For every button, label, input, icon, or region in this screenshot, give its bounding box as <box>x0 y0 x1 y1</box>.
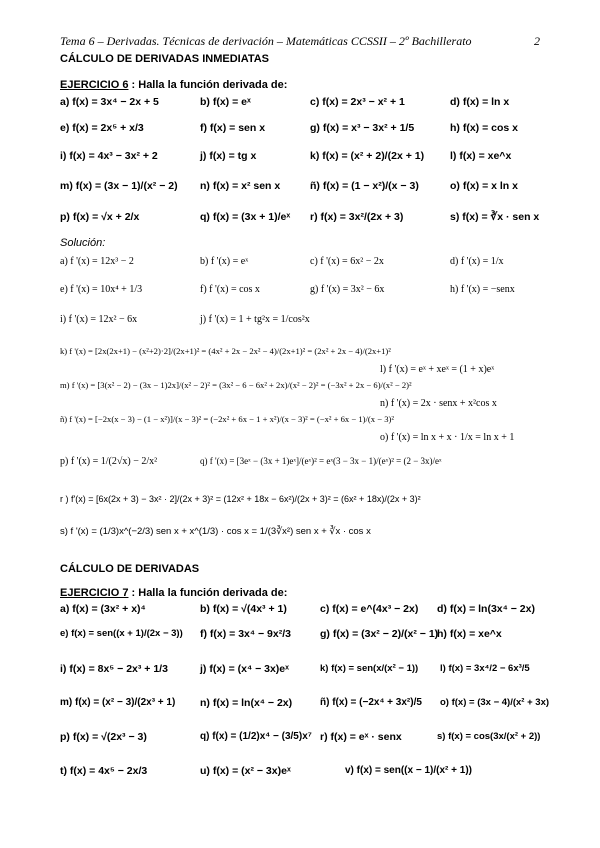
ex6-item: k) f(x) = (x² + 2)/(2x + 1) <box>310 150 425 162</box>
ex6-solution: b) f '(x) = eˣ <box>200 256 249 267</box>
ex6-item: b) f(x) = eˣ <box>200 96 251 108</box>
ex6-solution: n) f '(x) = 2x · senx + x²cos x <box>380 398 497 409</box>
ex7-item: b) f(x) = √(4x³ + 1) <box>200 603 287 615</box>
ex6-item: q) f(x) = (3x + 1)/eˣ <box>200 211 291 223</box>
ex7-item: i) f(x) = 8x⁵ − 2x³ + 1/3 <box>60 663 168 675</box>
exercise-6-title <box>60 79 287 91</box>
ex6-solution: s) f '(x) = (1/3)x^(−2/3) sen x + x^(1/3) · cos x = 1/(3∛x²) sen x + ∛x · cos x <box>60 526 371 537</box>
exercise-7-label: EJERCICIO 7 <box>60 587 129 599</box>
ex6-item: j) f(x) = tg x <box>200 150 257 162</box>
ex7-item: u) f(x) = (x² − 3x)eˣ <box>200 765 291 777</box>
exercise-7-instruction: : Halla la función derivada de: <box>128 587 288 599</box>
ex7-item: q) f(x) = (1/2)x⁴ − (3/5)x⁷ <box>200 731 312 742</box>
ex6-item: h) f(x) = cos x <box>450 122 518 134</box>
ex7-item: v) f(x) = sen((x − 1)/(x² + 1)) <box>345 765 472 776</box>
ex7-item: j) f(x) = (x⁴ − 3x)eˣ <box>200 663 289 675</box>
ex6-solution: j) f '(x) = 1 + tg²x = 1/cos²x <box>200 314 310 325</box>
ex7-item: c) f(x) = e^(4x³ − 2x) <box>320 603 419 615</box>
page-number: 2 <box>534 34 540 48</box>
ex6-item: e) f(x) = 2x⁵ + x/3 <box>60 122 144 134</box>
running-title: Tema 6 – Derivadas. Técnicas de derivación – Matemáticas CCSSII – 2º Bachillerato <box>60 34 472 48</box>
ex7-item: t) f(x) = 4x⁵ − 2x/3 <box>60 765 148 777</box>
ex6-solution: o) f '(x) = ln x + x · 1/x = ln x + 1 <box>380 432 515 443</box>
ex7-item: p) f(x) = √(2x³ − 3) <box>60 731 147 743</box>
exercise-6-label: EJERCICIO 6 <box>60 79 129 91</box>
ex7-item: n) f(x) = ln(x⁴ − 2x) <box>200 697 293 709</box>
ex6-item: r) f(x) = 3x²/(2x + 3) <box>310 211 404 223</box>
ex7-item: h) f(x) = xe^x <box>437 628 502 640</box>
ex6-solution: f) f '(x) = cos x <box>200 284 260 295</box>
ex6-solution: h) f '(x) = −senx <box>450 284 515 295</box>
solution-label: Solución: <box>60 237 106 249</box>
ex6-solution: i) f '(x) = 12x² − 6x <box>60 314 138 325</box>
ex7-item: k) f(x) = sen(x/(x² − 1)) <box>320 663 419 674</box>
ex6-solution: k) f '(x) = [2x(2x+1) − (x²+2)·2]/(2x+1)² = (4x² + 2x − 2x² − 4)/(2x+1)² = (2x² + 2x − 4)/(2x+1)² <box>60 346 391 356</box>
ex6-solution: c) f '(x) = 6x² − 2x <box>310 256 384 267</box>
ex7-item: ñ) f(x) = (−2x⁴ + 3x²)/5 <box>320 697 422 708</box>
ex6-solution: e) f '(x) = 10x⁴ + 1/3 <box>60 284 143 295</box>
ex6-item: p) f(x) = √x + 2/x <box>60 211 140 223</box>
ex7-item: g) f(x) = (3x² − 2)/(x² − 1) <box>320 628 439 640</box>
ex6-solution: l) f '(x) = eˣ + xeˣ = (1 + x)eˣ <box>380 364 495 375</box>
ex6-item: c) f(x) = 2x³ − x² + 1 <box>310 96 405 108</box>
ex6-item: i) f(x) = 4x³ − 3x² + 2 <box>60 150 158 162</box>
ex7-item: o) f(x) = (3x − 4)/(x² + 3x) <box>440 697 550 708</box>
ex6-solution: q) f '(x) = [3eˣ − (3x + 1)eˣ]/(eˣ)² = eˣ(3 − 3x − 1)/(eˣ)² = (2 − 3x)/eˣ <box>200 456 442 466</box>
ex6-item: g) f(x) = x³ − 3x² + 1/5 <box>310 122 415 134</box>
ex6-solution: p) f '(x) = 1/(2√x) − 2/x² <box>60 456 158 467</box>
ex6-solution: ñ) f '(x) = [−2x(x − 3) − (1 − x²)]/(x − 3)² = (−2x² + 6x − 1 + x²)/(x − 3)² = (−x² + 6x − 1)/(x − 3)² <box>60 414 394 424</box>
ex7-item: e) f(x) = sen((x + 1)/(2x − 3)) <box>60 628 183 639</box>
ex6-solution: a) f '(x) = 12x³ − 2 <box>60 256 134 267</box>
ex6-item: m) f(x) = (3x − 1)/(x² − 2) <box>60 180 178 192</box>
ex6-item: f) f(x) = sen x <box>200 122 266 134</box>
ex7-item: a) f(x) = (3x² + x)⁴ <box>60 603 146 615</box>
ex6-solution: d) f '(x) = 1/x <box>450 256 504 267</box>
ex6-item: a) f(x) = 3x⁴ − 2x + 5 <box>60 96 159 108</box>
section-heading-derivatives: CÁLCULO DE DERIVADAS <box>60 563 200 575</box>
ex6-solution: m) f '(x) = [3(x² − 2) − (3x − 1)2x]/(x² − 2)² = (3x² − 6 − 6x² + 2x)/(x² − 2)² = (−3x² + 2x − 6)/(x² − 2)² <box>60 380 412 390</box>
ex6-solution: r ) f'(x) = [6x(2x + 3) − 3x² · 2]/(2x + 3)² = (12x² + 18x − 6x²)/(2x + 3)² = (6x² + 18x)/(2x + 3)² <box>60 494 421 504</box>
ex6-item: ñ) f(x) = (1 − x²)/(x − 3) <box>310 180 419 192</box>
ex7-item: r) f(x) = eˣ · senx <box>320 731 402 743</box>
ex6-item: s) f(x) = ∛x · sen x <box>450 211 540 223</box>
ex7-item: m) f(x) = (x² − 3)/(2x³ + 1) <box>60 697 176 708</box>
ex7-item: f) f(x) = 3x⁴ − 9x²/3 <box>200 628 291 640</box>
exercise-6-instruction: : Halla la función derivada de: <box>128 79 288 91</box>
ex7-item: l) f(x) = 3x⁴/2 − 6x³/5 <box>440 663 530 674</box>
section-heading-immediate: CÁLCULO DE DERIVADAS INMEDIATAS <box>60 53 269 65</box>
ex6-solution: g) f '(x) = 3x² − 6x <box>310 284 385 295</box>
ex6-item: l) f(x) = xe^x <box>450 150 512 162</box>
ex7-item: s) f(x) = cos(3x/(x² + 2)) <box>437 731 541 742</box>
ex7-item: d) f(x) = ln(3x⁴ − 2x) <box>437 603 535 615</box>
ex6-item: d) f(x) = ln x <box>450 96 510 108</box>
ex6-item: o) f(x) = x ln x <box>450 180 518 192</box>
ex6-item: n) f(x) = x² sen x <box>200 180 281 192</box>
exercise-7-title <box>60 587 287 599</box>
running-header <box>60 34 540 49</box>
